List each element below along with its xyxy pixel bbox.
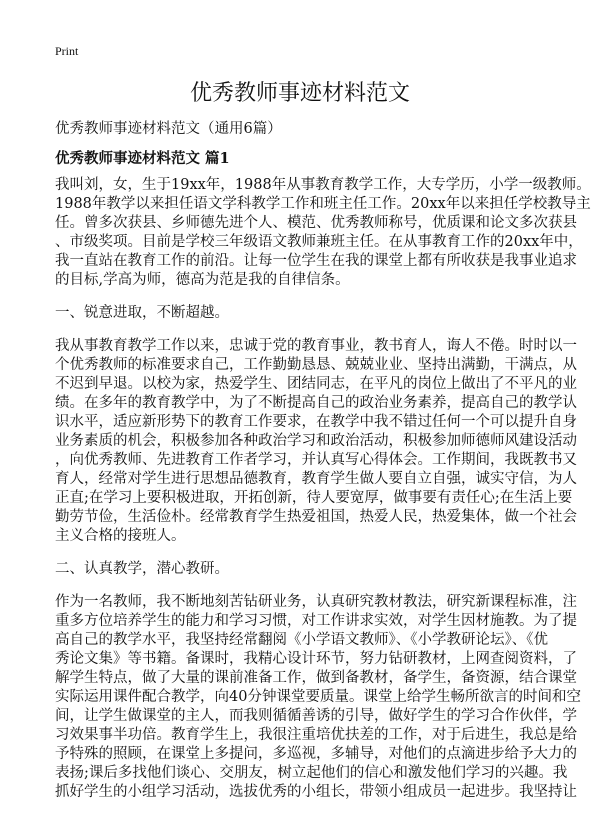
section-title-2: 二、认真教学，潜心教研。	[55, 561, 229, 577]
print-link[interactable]: Print	[55, 44, 79, 58]
text-line: 秀论文集》等书籍。备课时，我精心设计环节，努力钻研教材，上网查阅资料，了	[55, 651, 577, 667]
text-line: 我一直站在教育工作的前沿。让每一位学生在我的课堂上都有所收获是我事业追求	[55, 253, 577, 269]
text-line: 育人，经常对学生进行思想品德教育，教育学生做人要自立自强，诚实守信，为人	[55, 471, 577, 487]
text-line: 的目标,学高为师，德高为范是我的自律信条。	[55, 272, 350, 288]
text-line: 我叫刘，女，生于19xx年，1988年从事教育教学工作，大专学历，小学一级教师。	[55, 177, 591, 193]
text-line: 表扬;课后多找他们谈心、交朋友，树立起他们的信心和激发他们学习的兴趣。我	[55, 765, 568, 781]
text-line: 任。曾多次获县、乡师德先进个人、模范、优秀教师称号，优质课和论文多次获县	[55, 215, 577, 231]
text-line: 高自己的教学水平，我坚持经常翻阅《小学语文教师》、《小学教研论坛》、《优	[55, 632, 548, 648]
text-line: 重多方位培养学生的能力和学习习惯，对工作讲求实效，对学生因材施教。为了提	[55, 613, 577, 629]
text-line: 间，让学生做课堂的主人，而我则循循善诱的引导，做好学生的学习合作伙伴，学	[55, 708, 577, 724]
text-line: 不迟到早退。以校为家，热爱学生、团结同志，在平凡的岗位上做出了不平凡的业	[55, 376, 577, 392]
text-line: 抓好学生的小组学习活动，选拔优秀的小组长，带领小组成员一起进步。我坚持让	[55, 784, 577, 800]
text-line: 识水平，适应新形势下的教育工作要求，在教学中我不错过任何一个可以提升自身	[55, 414, 577, 430]
section-heading: 优秀教师事迹材料范文 篇1	[55, 150, 230, 167]
text-line: 解学生特点，做了大量的课前准备工作，做到备教材，备学生，备资源，结合课堂	[55, 670, 577, 686]
text-line: 主义合格的接班人。	[55, 528, 186, 544]
text-line: 1988年教学以来担任语文学科教学工作和班主任工作。20xx年以来担任学校教导主	[55, 196, 591, 212]
text-line: 绩。在多年的教育教学中，为了不断提高自己的政治业务素养，提高自己的教学认	[55, 395, 577, 411]
text-line: 勤劳节俭，生活俭朴。经常教育学生热爱祖国，热爱人民，热爱集体，做一个社会	[55, 509, 577, 525]
document-body	[55, 118, 591, 816]
text-line: 予特殊的照顾，在课堂上多提问，多巡视，多辅导，对他们的点滴进步给予大力的	[55, 746, 577, 762]
text-line: 、市级奖项。目前是学校三年级语文教师兼班主任。在从事教育工作的20xx年中，	[55, 234, 583, 250]
text-line: 个优秀教师的标准要求自己，工作勤勤恳恳、兢兢业业、坚持出满勤，干满点，从	[55, 357, 577, 373]
text-line: 习效果事半功倍。教育学生上，我很注重培优扶差的工作，对于后进生，我总是给	[55, 727, 577, 743]
document-subtitle: 优秀教师事迹材料范文（通用6篇）	[55, 121, 282, 137]
text-line: 实际运用课件配合教学，向40分钟课堂要质量。课堂上给学生畅所欲言的时间和空	[55, 689, 581, 705]
paragraph-3	[55, 593, 581, 802]
document-title: 优秀教师事迹材料范文	[189, 81, 410, 106]
text-line: 作为一名教师，我不断地刻苦钻研业务，认真研究教材教法，研究新课程标准，注	[55, 594, 577, 610]
text-line: 正直;在学习上要积极进取，开拓创新，待人要宽厚，做事要有责任心;在生活上要	[55, 490, 573, 506]
section-title-1: 一、锐意进取，不断超越。	[55, 305, 229, 321]
text-line: ，向优秀教师、先进教育工作者学习，并认真写心得体会。工作期间，我既教书又	[55, 452, 577, 468]
text-line: 业务素质的机会，积极参加各种政治学习和政治活动，积极参加师德师风建设活动	[55, 433, 577, 449]
paragraph-1	[55, 176, 591, 290]
text-line: 我从事教育教学工作以来，忠诚于党的教育事业，教书育人，诲人不倦。时时以一	[55, 338, 577, 354]
paragraph-2	[55, 337, 577, 546]
